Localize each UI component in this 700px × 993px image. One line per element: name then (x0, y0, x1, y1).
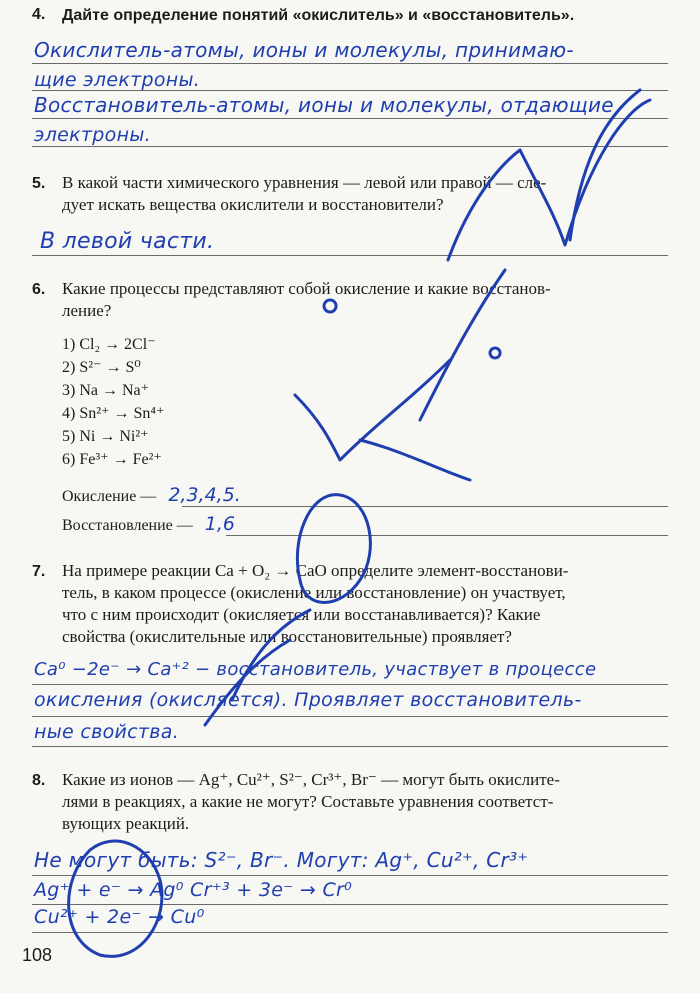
oxidation-answer-row (62, 484, 241, 506)
answer-line (32, 684, 668, 685)
question-text (62, 172, 672, 216)
handwritten-answer-line: щие электроны. (34, 69, 201, 91)
page-number: 108 (22, 945, 53, 965)
answer-line (32, 118, 668, 119)
handwritten-answer-line: Ca⁰ −2e⁻ → Ca⁺² − восстановитель, участвует в процессе (34, 659, 597, 680)
question-text (62, 560, 672, 648)
answer-line (182, 506, 668, 507)
handwritten-answer-line: электроны. (34, 124, 151, 146)
question-text-line: Какие из ионов — Ag⁺, Cu²⁺, S²⁻, Cr³⁺, Br⁻ — могут быть окислите- (62, 770, 560, 789)
question-number: 7. (32, 563, 46, 580)
reaction-item: 3) Na → Na⁺ (62, 382, 150, 399)
question-text-line: дует искать вещества окислители и восстановители? (62, 195, 444, 214)
question-text-line: Какие процессы представляют собой окисление и какие восстанов- (62, 279, 551, 298)
question-text (62, 278, 672, 322)
answer-line (32, 90, 668, 91)
question-text-line: свойства (окислительные или восстановительные) проявляет? (62, 627, 512, 646)
question-number: 5. (32, 175, 46, 192)
reaction-list (62, 333, 164, 471)
small-mark (490, 348, 500, 358)
answer-line (32, 146, 668, 147)
handwritten-answer: В левой части. (40, 229, 215, 254)
question-text-line: На примере реакции Ca + O₂ → CaO определите элемент-восстанови- (62, 561, 569, 580)
question-text-line: тель, в каком процессе (окисление или восстановление) он участвует, (62, 583, 566, 602)
handwritten-answer-line: Ag⁺ + e⁻ → Ag⁰ Cr⁺³ + 3e⁻ → Cr⁰ (34, 879, 353, 901)
reduction-label: Восстановление — (62, 517, 193, 534)
question-number: 4. (32, 6, 46, 23)
reaction-item: 6) Fe³⁺ → Fe²⁺ (62, 451, 162, 468)
reduction-answer-row (62, 513, 235, 535)
v-mark-stroke (295, 360, 450, 460)
reaction-item: 5) Ni → Ni²⁺ (62, 428, 149, 445)
oxidation-answer: 2,3,4,5. (168, 484, 241, 506)
answer-line (226, 535, 668, 536)
answer-line (32, 63, 668, 64)
reaction-item: 2) S²⁻ → S⁰ (62, 359, 141, 376)
handwritten-answer-line: Окислитель-атомы, ионы и молекулы, принимаю- (34, 38, 574, 62)
reaction-item: 4) Sn²⁺ → Sn⁴⁺ (62, 405, 165, 422)
question-text-line: вующих реакций. (62, 814, 190, 833)
underline-stroke (360, 440, 470, 480)
answer-line (32, 904, 668, 905)
diagonal-stroke (205, 640, 290, 725)
handwritten-answer-line: окисления (окисляется). Проявляет восстановитель- (34, 689, 582, 711)
question-number: 6. (32, 281, 46, 298)
answer-line (32, 932, 668, 933)
handwritten-answer-line: Не могут быть: S²⁻, Br⁻. Могут: Ag⁺, Cu²⁺, Cr³⁺ (34, 848, 529, 872)
handwritten-answer-line: Восстановитель-атомы, ионы и молекулы, отдающие (34, 93, 614, 117)
reaction-item: 1) Cl₂ → 2Cl⁻ (62, 336, 156, 353)
oxidation-label: Окисление — (62, 488, 157, 505)
answer-line (32, 875, 668, 876)
question-text-line: ление? (62, 301, 112, 320)
answer-line (32, 746, 668, 747)
question-number: 8. (32, 772, 46, 789)
reduction-answer: 1,6 (204, 513, 235, 535)
answer-line (32, 255, 668, 256)
question-text (62, 769, 672, 835)
question-text-line: что с ним происходит (окисляется или восстанавливается)? Какие (62, 605, 541, 624)
question-text-line: лями в реакциях, а какие не могут? Составьте уравнения соответст- (62, 792, 554, 811)
handwritten-answer-line: ные свойства. (34, 721, 180, 743)
answer-line (32, 716, 668, 717)
handwritten-answer-line: Cu²⁺ + 2e⁻ → Cu⁰ (34, 906, 205, 928)
question-text-line: В какой части химического уравнения — левой или правой — сле- (62, 173, 547, 192)
question-text: Дайте определение понятий «окислитель» и «восстановитель». (62, 7, 575, 24)
